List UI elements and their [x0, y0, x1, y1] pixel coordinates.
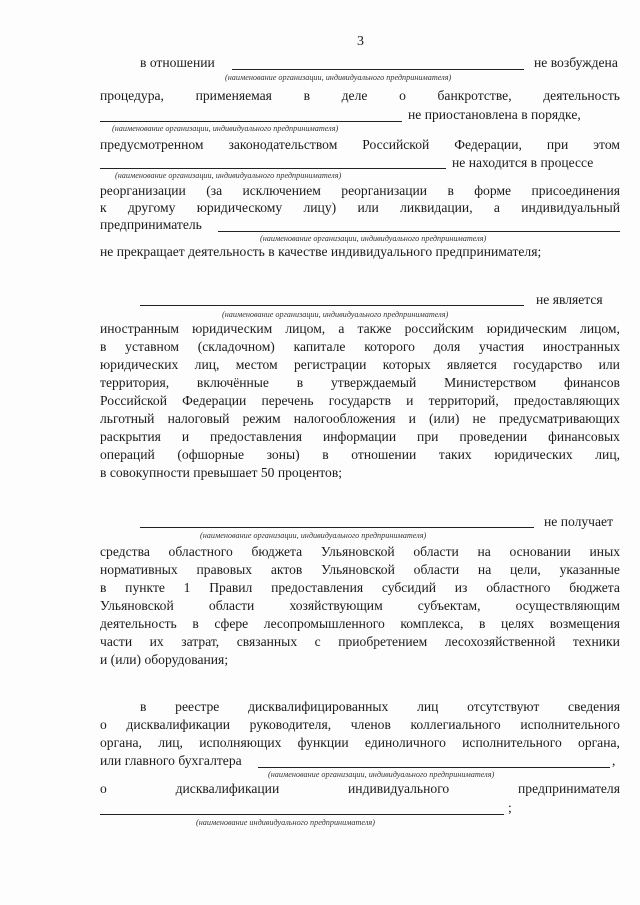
word: юридических: [494, 447, 573, 462]
word: иностранным: [100, 321, 179, 336]
word: членов: [350, 717, 391, 732]
word: процедура,: [100, 88, 164, 103]
word: в: [296, 375, 304, 390]
word: указанные: [559, 562, 620, 577]
s3-caption1: (наименование организации, индивидуального предпринимателя): [200, 531, 427, 540]
word: Ульяновской: [320, 544, 395, 559]
word: бюджета: [251, 544, 303, 559]
s1-line5-right: не находится в процессе: [452, 155, 594, 170]
word: техники: [572, 634, 620, 649]
word: о: [100, 717, 107, 732]
word: сведения: [568, 699, 620, 714]
word: комплекса,: [400, 616, 464, 631]
word: актов: [270, 562, 303, 577]
s3-line3: [100, 562, 620, 578]
s1-line4: [100, 137, 620, 153]
s1-blank2-line: [100, 121, 402, 122]
word: области: [413, 562, 460, 577]
s2-line2: [100, 321, 620, 337]
word: другому: [127, 200, 176, 215]
word: дисквалификации: [126, 717, 231, 732]
word: лиц: [417, 699, 439, 714]
s3-line8: и (или) оборудования;: [100, 652, 229, 667]
word: руководителя,: [249, 717, 332, 732]
word: деятельность: [543, 88, 620, 103]
word: финансов: [564, 375, 620, 390]
word: территория,: [100, 375, 170, 390]
word: которого: [364, 339, 415, 354]
s1-line1-right: не возбуждена: [534, 55, 618, 70]
s3-line4: [100, 580, 620, 596]
word: Федерации,: [454, 137, 522, 152]
word: дисквалифицированных: [248, 699, 389, 714]
word: на: [477, 544, 491, 559]
word: банкротстве,: [437, 88, 512, 103]
s2-line9: [100, 447, 620, 463]
s3-line2: [100, 544, 620, 560]
word: цели,: [510, 562, 541, 577]
word: исполнительного: [462, 735, 562, 750]
word: капитале: [293, 339, 346, 354]
s4-line1: [140, 699, 620, 715]
word: операций: [100, 447, 155, 462]
word: этом: [593, 137, 620, 152]
word: лицом,: [580, 321, 620, 336]
word: законодательством: [228, 137, 338, 152]
word: сфере: [214, 616, 249, 631]
word: присоединения: [531, 183, 620, 198]
word: Федерации: [182, 393, 247, 408]
word: индивидуального: [348, 781, 450, 796]
word: ликвидации,: [400, 200, 473, 215]
s4-blank2-line: [100, 814, 504, 815]
s4-line2: [100, 717, 620, 733]
s1-caption3: (наименование организации, индивидуального предпринимателя): [115, 171, 342, 180]
word: с: [314, 634, 321, 649]
word: также: [357, 321, 392, 336]
word: дисквалификации: [175, 781, 280, 796]
word: единоличного: [364, 735, 446, 750]
word: органа,: [100, 735, 142, 750]
word: к: [100, 200, 107, 215]
word: налогообложения: [293, 411, 396, 426]
word: зоны): [266, 447, 300, 462]
s2-line3: [100, 339, 620, 355]
word: правовых: [196, 562, 253, 577]
s4-line4-left: или главного бухгалтера: [100, 753, 242, 768]
s2-line8: [100, 429, 620, 445]
s1-line2: [100, 88, 620, 104]
word: коллегиального: [410, 717, 501, 732]
word: областного: [486, 580, 551, 595]
s1-line9: не прекращает деятельность в качестве индивидуального предпринимателя;: [100, 244, 542, 259]
word: в: [100, 339, 107, 354]
word: юридическому: [196, 200, 283, 215]
word: деятельность: [100, 616, 177, 631]
word: таких: [438, 447, 472, 462]
word: лиц,: [158, 735, 183, 750]
word: исполнительного: [520, 717, 620, 732]
word: (складочном): [197, 339, 275, 354]
word: или: [357, 200, 379, 215]
word: финансовых: [548, 429, 620, 444]
word: функции: [297, 735, 349, 750]
s2-line1-right: не является: [536, 292, 603, 307]
word: уставном: [125, 339, 179, 354]
word: органа,: [578, 735, 620, 750]
word: в: [303, 88, 310, 103]
word: применяемая: [195, 88, 272, 103]
s1-line7: [100, 200, 620, 216]
word: и: [181, 429, 190, 444]
s4-line4-end: ,: [612, 753, 616, 768]
word: их: [149, 634, 164, 649]
word: (или): [429, 411, 460, 426]
s3-line5: [100, 598, 620, 614]
word: которых: [382, 357, 431, 372]
s1-blank3-line: [100, 168, 446, 169]
word: является: [446, 357, 497, 372]
page-number: 3: [357, 34, 364, 49]
word: доля: [433, 339, 461, 354]
s4-blank1-line: [258, 767, 610, 768]
word: лесопромышленного: [263, 616, 385, 631]
word: осуществляющим: [515, 598, 620, 613]
word: лиц,: [595, 447, 620, 462]
word: (офшорные: [177, 447, 245, 462]
word: Российской: [362, 137, 430, 152]
word: в: [100, 580, 107, 595]
word: предоставляющих: [513, 393, 620, 408]
word: субсидий: [381, 580, 437, 595]
word: в: [447, 183, 454, 198]
word: части: [100, 634, 133, 649]
s1-blank1-line: [232, 69, 524, 70]
word: возмещения: [549, 616, 620, 631]
word: хозяйствующим: [289, 598, 383, 613]
word: проведении: [459, 429, 528, 444]
word: раскрытия: [100, 429, 161, 444]
word: в: [478, 616, 486, 631]
word: целях: [500, 616, 535, 631]
s1-caption4: (наименование организации, индивидуального предпринимателя): [260, 234, 487, 243]
s4-line3: [100, 735, 620, 751]
word: государств: [328, 393, 392, 408]
word: приобретением: [338, 634, 428, 649]
s2-blank1-line: [140, 305, 524, 306]
word: индивидуальный: [521, 200, 620, 215]
word: Ульяновской: [321, 562, 395, 577]
word: государство: [513, 357, 583, 372]
word: информации: [322, 429, 397, 444]
word: участия: [478, 339, 525, 354]
word: в: [322, 447, 329, 462]
word: утверждаемый: [330, 375, 417, 390]
word: в: [140, 699, 147, 714]
s4-caption2: (наименование индивидуального предпринимателя): [196, 818, 375, 827]
s4-caption1: (наименование организации, индивидуального предпринимателя): [268, 770, 495, 779]
word: а: [493, 200, 500, 215]
word: местом: [235, 357, 278, 372]
word: отношении: [351, 447, 417, 462]
word: льготный: [100, 411, 155, 426]
s2-line5: [100, 375, 620, 391]
s2-caption1: (наименование организации, индивидуального предпринимателя): [222, 310, 449, 319]
word: в: [192, 616, 199, 631]
word: связанных: [236, 634, 298, 649]
word: субъектам,: [417, 598, 481, 613]
s3-line1-right: не получает: [544, 514, 614, 529]
word: предпринимателя: [518, 781, 620, 796]
s1-line8-left: предприниматель: [100, 217, 202, 232]
word: области: [208, 598, 255, 613]
word: включённые: [196, 375, 269, 390]
s2-line7: [100, 411, 620, 427]
word: или: [598, 357, 620, 372]
word: лицу): [303, 200, 337, 215]
word: нормативных: [100, 562, 178, 577]
word: иностранных: [542, 339, 620, 354]
word: области: [413, 544, 459, 559]
word: а: [338, 321, 345, 336]
word: исключением: [242, 183, 321, 198]
word: лиц,: [194, 357, 220, 372]
word: реестре: [175, 699, 220, 714]
word: и: [406, 393, 414, 408]
word: отсутствуют: [467, 699, 540, 714]
word: и: [408, 411, 416, 426]
s2-line4: [100, 357, 620, 373]
word: пункте: [125, 580, 165, 595]
word: бюджета: [569, 580, 620, 595]
word: 1: [183, 580, 191, 595]
word: юридическим: [192, 321, 273, 336]
word: перечень: [261, 393, 314, 408]
word: юридическим: [486, 321, 567, 336]
word: режим: [242, 411, 281, 426]
word: иных: [589, 544, 620, 559]
word: регистрации: [293, 357, 367, 372]
word: не: [472, 411, 486, 426]
s2-line10: в совокупности превышает 50 процентов;: [100, 465, 343, 480]
s4-line6-end: ;: [508, 800, 512, 815]
word: Правил: [209, 580, 253, 595]
word: предусмотренном: [100, 137, 204, 152]
word: юридических: [100, 357, 179, 372]
word: форме: [474, 183, 512, 198]
s1-caption2: (наименование организации, индивидуального предпринимателя): [112, 124, 339, 133]
s3-line7: [100, 634, 620, 650]
word: территорий,: [428, 393, 499, 408]
s1-line3-right: не приостановлена в порядке,: [408, 107, 581, 122]
word: на: [477, 562, 492, 577]
word: лицом,: [285, 321, 326, 336]
s4-line5: [100, 781, 620, 797]
s3-line6: [100, 616, 620, 632]
word: российским: [404, 321, 474, 336]
word: затрат,: [181, 634, 220, 649]
word: реорганизации: [100, 183, 186, 198]
word: областного: [168, 544, 233, 559]
word: Министерством: [444, 375, 537, 390]
word: исполняющих: [199, 735, 282, 750]
word: предоставления: [271, 580, 364, 595]
word: средства: [100, 544, 150, 559]
word: из: [454, 580, 468, 595]
word: основании: [509, 544, 571, 559]
s2-line6: [100, 393, 620, 409]
s1-caption1: (наименование организации, индивидуального предпринимателя): [225, 73, 452, 82]
word: Российской: [100, 393, 167, 408]
word: предоставления: [210, 429, 303, 444]
word: предусматривающих: [498, 411, 620, 426]
s1-blank4-line: [218, 231, 620, 232]
word: деле: [341, 88, 368, 103]
word: Ульяновской: [100, 598, 174, 613]
s1-line1-left: в отношении: [140, 55, 215, 70]
word: о: [100, 781, 107, 796]
word: при: [417, 429, 439, 444]
word: налоговый: [167, 411, 230, 426]
word: реорганизации: [341, 183, 428, 198]
s3-blank1-line: [140, 527, 534, 528]
word: о: [399, 88, 406, 103]
word: при: [546, 137, 569, 152]
s1-line6: [100, 183, 620, 199]
word: (за: [206, 183, 223, 198]
word: лесохозяйственной: [444, 634, 556, 649]
